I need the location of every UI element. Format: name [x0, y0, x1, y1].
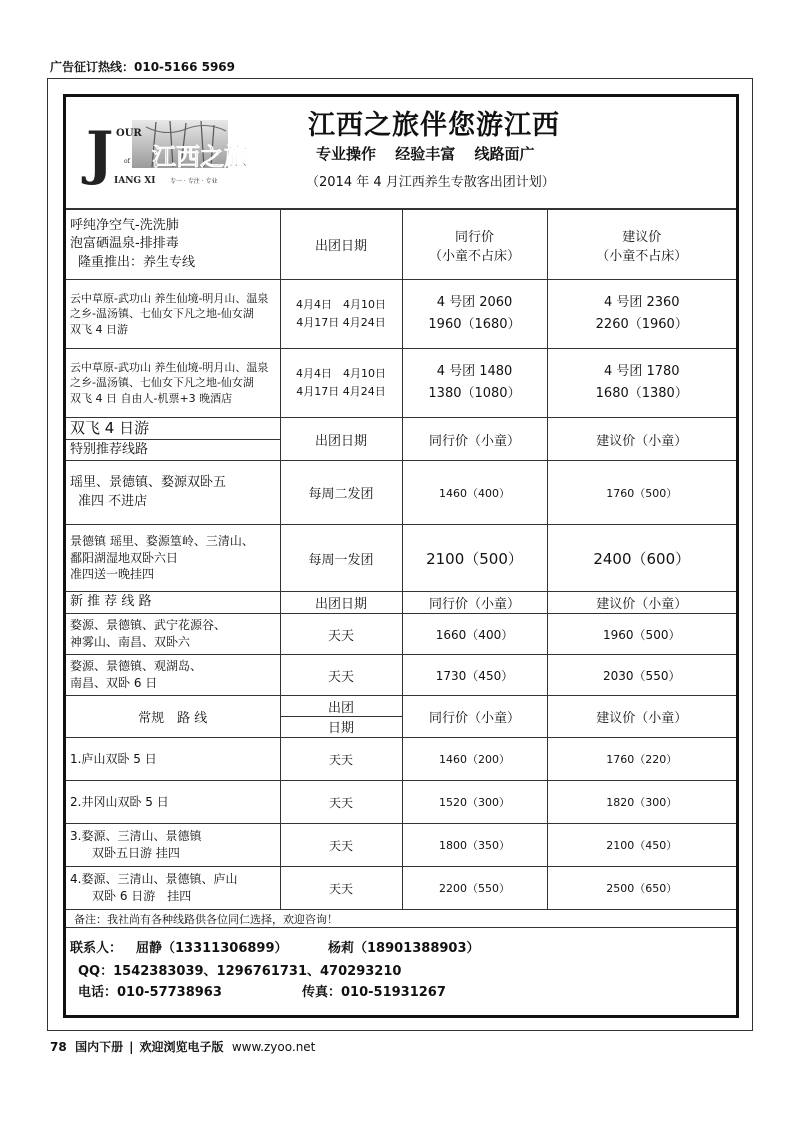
svg-text:J: J — [86, 119, 114, 187]
suggested-price: 1760（500） — [547, 461, 736, 525]
route-description: 云中草原-武功山 养生仙境-明月山、温泉之乡-温汤镇、七仙女下凡之地-仙女湖 双飞 4 日 自由人-机票+3 晚酒店 — [66, 349, 280, 418]
suggested-price: 4 号团 1780 1680（1380） — [547, 349, 736, 418]
suggested-price: 2100（450） — [547, 824, 736, 867]
section3-header-row — [66, 592, 736, 614]
route-description: 婺源、景德镇、武宁花源谷、 神雾山、南昌、双卧六 — [66, 614, 280, 655]
table-row — [66, 867, 736, 910]
peer-price: 1460（200） — [402, 738, 547, 781]
section4-header-row — [66, 696, 736, 738]
route-description: 4.婺源、三清山、景德镇、庐山 双卧 6 日游 挂四 — [66, 867, 280, 910]
peer-price: 1520（300） — [402, 781, 547, 824]
ad-hotline: 广告征订热线：010-5166 5969 — [50, 60, 236, 74]
column-suggested-price: 建议价（小童） — [547, 418, 736, 461]
section1-title: 呼纯净空气-洗洗肺 泡富硒温泉-排排毒 隆重推出：养生专线 — [66, 210, 280, 280]
svg-text:of: of — [124, 158, 130, 165]
column-date: 出团 日期 — [280, 696, 402, 738]
departure-dates: 每周二发团 — [280, 461, 402, 525]
suggested-price: 1760（220） — [547, 738, 736, 781]
contact-label: 联系人： — [70, 941, 123, 956]
table-row — [66, 824, 736, 867]
page-number: 78 — [50, 1040, 67, 1054]
section2-subtitle: 特别推荐线路 — [66, 440, 280, 461]
table-row — [66, 655, 736, 696]
route-description: 云中草原-武功山 养生仙境-明月山、温泉之乡-温汤镇、七仙女下凡之地-仙女湖 双飞 4 日游 — [66, 280, 280, 349]
table-row — [66, 349, 736, 418]
footer-url[interactable]: www.zyoo.net — [231, 1040, 316, 1054]
departure-dates: 天天 — [280, 867, 402, 910]
column-date: 出团日期 — [280, 418, 402, 461]
route-description: 婺源、景德镇、观湖岛、 南昌、双卧 6 日 — [66, 655, 280, 696]
svg-text:江西之旅: 江西之旅 — [152, 143, 248, 171]
peer-price: 1730（450） — [402, 655, 547, 696]
departure-dates: 天天 — [280, 824, 402, 867]
peer-price: 1460（400） — [402, 461, 547, 525]
column-suggested-price: 建议价（小童） — [547, 696, 736, 738]
column-peer-price: 同行价（小童） — [402, 418, 547, 461]
ad-title: 江西之旅伴您游江西 — [308, 110, 560, 141]
svg-text:专一 · 专注 · 专业: 专一 · 专注 · 专业 — [170, 178, 218, 185]
departure-dates: 天天 — [280, 781, 402, 824]
route-description: 2.井冈山双卧 5 日 — [66, 781, 280, 824]
section3-title: 新 推 荐 线 路 — [66, 592, 280, 614]
route-description: 3.婺源、三清山、景德镇 双卧五日游 挂四 — [66, 824, 280, 867]
table-row — [66, 525, 736, 592]
table-row — [66, 461, 736, 525]
svg-text:OUR: OUR — [116, 128, 142, 139]
suggested-price: 1820（300） — [547, 781, 736, 824]
section2-title: 双飞 4 日游 — [66, 418, 280, 440]
section2-header-row — [66, 418, 736, 440]
contact-person-2: 杨莉（18901388903） — [328, 941, 480, 956]
svg-text:IANG XI: IANG XI — [114, 176, 156, 186]
peer-price: 1800（350） — [402, 824, 547, 867]
departure-dates: 天天 — [280, 655, 402, 696]
column-date: 出团日期 — [280, 210, 402, 280]
book-name: 国内下册 — [75, 1040, 124, 1054]
route-description: 瑶里、景德镇、婺源双卧五 准四 不进店 — [66, 461, 280, 525]
page-footer: 78 国内下册 | 欢迎浏览电子版 www.zyoo.net — [50, 1040, 316, 1054]
suggested-price: 1960（500） — [547, 614, 736, 655]
table-row — [66, 280, 736, 349]
company-logo — [86, 117, 248, 192]
section1-header-row — [66, 210, 736, 280]
remark-row — [66, 910, 736, 928]
section4-title: 常规 路 线 — [66, 696, 280, 738]
peer-price: 4 号团 2060 1960（1680） — [402, 280, 547, 349]
suggested-price: 2500（650） — [547, 867, 736, 910]
ad-plan-subtitle: （2014 年 4 月江西养生专散客出团计划） — [306, 175, 555, 190]
departure-dates: 每周一发团 — [280, 525, 402, 592]
suggested-price: 2400（600） — [547, 525, 736, 592]
route-description: 1.庐山双卧 5 日 — [66, 738, 280, 781]
peer-price: 4 号团 1480 1380（1080） — [402, 349, 547, 418]
suggested-price: 4 号团 2360 2260（1960） — [547, 280, 736, 349]
contact-phone: 电话：010-57738963 — [78, 985, 222, 1000]
peer-price: 1660（400） — [402, 614, 547, 655]
departure-dates: 4月4日 4月10日 4月17日 4月24日 — [280, 349, 402, 418]
column-suggested-price: 建议价 （小童不占床） — [547, 210, 736, 280]
remark-text: 备注：我社尚有各种线路供各位同仁选择，欢迎咨询！ — [66, 910, 736, 928]
route-description: 景德镇 瑶里、婺源篁岭、三清山、 鄱阳湖湿地双卧六日 准四送一晚挂四 — [66, 525, 280, 592]
table-row — [66, 781, 736, 824]
departure-dates: 4月4日 4月10日 4月17日 4月24日 — [280, 280, 402, 349]
table-row — [66, 614, 736, 655]
column-suggested-price: 建议价（小童） — [547, 592, 736, 614]
column-peer-price: 同行价 （小童不占床） — [402, 210, 547, 280]
peer-price: 2100（500） — [402, 525, 547, 592]
contact-person-1: 屈静（13311306899） — [136, 941, 288, 956]
tour-price-table — [66, 209, 736, 928]
ad-slogan: 专业操作 经验丰富 线路面广 — [316, 145, 535, 163]
peer-price: 2200（550） — [402, 867, 547, 910]
departure-dates: 天天 — [280, 614, 402, 655]
suggested-price: 2030（550） — [547, 655, 736, 696]
column-peer-price: 同行价（小童） — [402, 592, 547, 614]
departure-dates: 天天 — [280, 738, 402, 781]
table-row — [66, 738, 736, 781]
column-date: 出团日期 — [280, 592, 402, 614]
column-peer-price: 同行价（小童） — [402, 696, 547, 738]
ad-header — [66, 97, 736, 209]
contact-qq: QQ：1542383039、1296761731、470293210 — [78, 964, 402, 979]
footer-slogan: 欢迎浏览电子版 — [139, 1040, 224, 1054]
contact-fax: 传真：010-51931267 — [302, 985, 446, 1000]
